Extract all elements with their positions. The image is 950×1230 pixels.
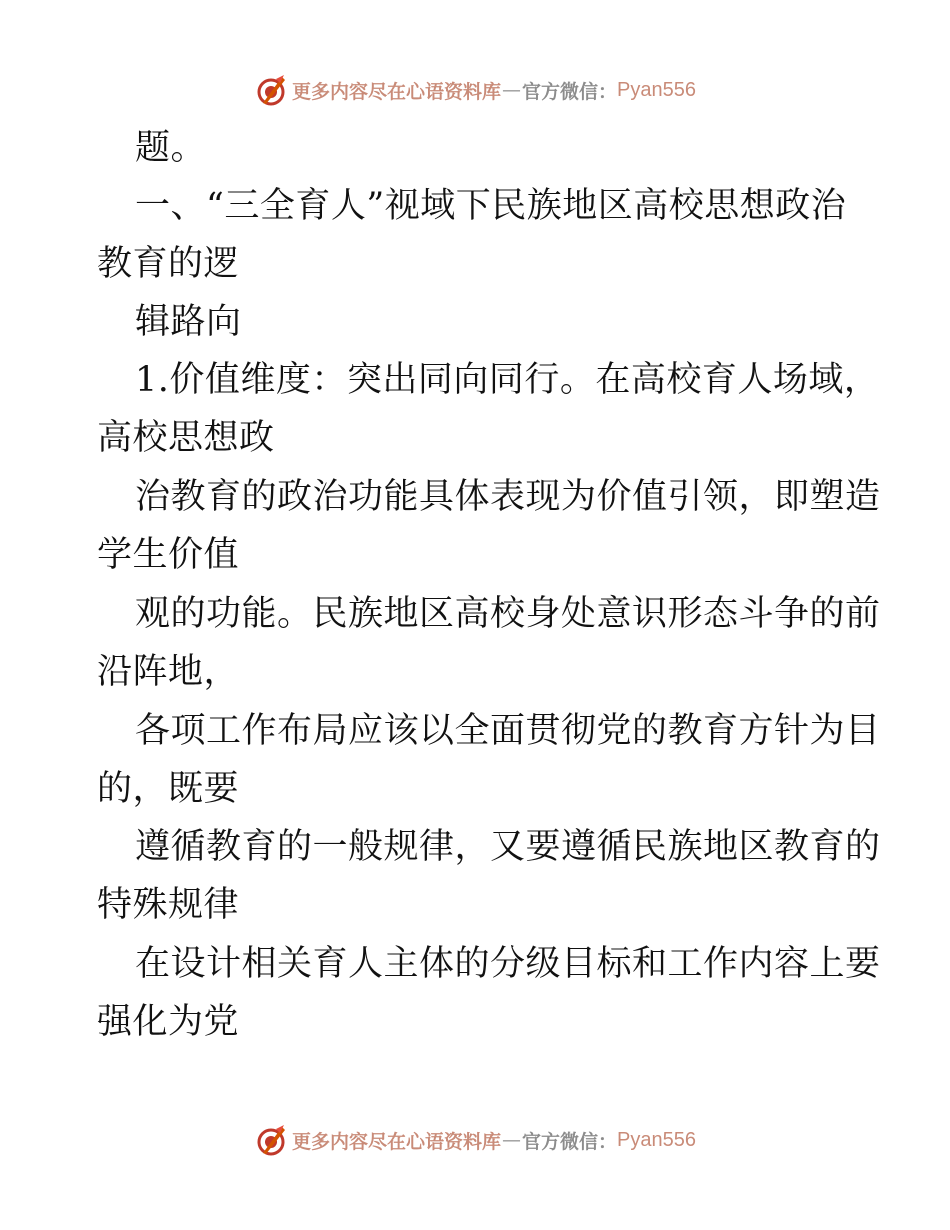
section-heading-line: 一、“三全育人”视域下民族地区高校思想政治 — [135, 186, 847, 226]
quill-pen-logo-icon — [254, 1123, 288, 1157]
body-line: 1.价值维度：突出同向同行。在高校育人场域， — [135, 360, 880, 400]
watermark-wechat-id: Pyan556 — [617, 78, 696, 101]
watermark-site-text: 更多内容尽在心语资料库 — [292, 1130, 502, 1153]
section-heading-line: 辑路向 — [135, 302, 242, 342]
body-line: 学生价值 — [97, 535, 240, 575]
watermark-wechat-id: Pyan556 — [617, 1128, 696, 1151]
header-watermark — [0, 70, 950, 110]
watermark-wechat-label: 官方微信： — [522, 1130, 618, 1153]
footer-watermark — [0, 1120, 950, 1160]
body-line: 各项工作布局应该以全面贯彻党的教育方针为目 — [135, 711, 881, 751]
body-line: 的，既要 — [97, 769, 240, 809]
body-line: 强化为党 — [97, 1002, 240, 1042]
watermark-dash: — — [502, 79, 522, 101]
body-line: 遵循教育的一般规律，又要遵循民族地区教育的 — [135, 827, 881, 867]
body-line: 沿阵地， — [97, 652, 240, 692]
watermark-dash: — — [502, 1129, 522, 1151]
body-line: 特殊规律 — [97, 885, 240, 925]
section-heading-line: 教育的逻 — [97, 244, 240, 284]
quill-pen-logo-icon — [254, 73, 288, 107]
watermark-wechat-label: 官方微信： — [522, 80, 618, 103]
watermark-site-text: 更多内容尽在心语资料库 — [292, 80, 502, 103]
body-line: 高校思想政 — [97, 418, 275, 458]
body-line: 观的功能。民族地区高校身处意识形态斗争的前 — [135, 594, 881, 634]
body-line: 在设计相关育人主体的分级目标和工作内容上要 — [135, 944, 881, 984]
body-line: 治教育的政治功能具体表现为价值引领，即塑造 — [135, 477, 881, 517]
body-line: 题。 — [135, 128, 207, 168]
